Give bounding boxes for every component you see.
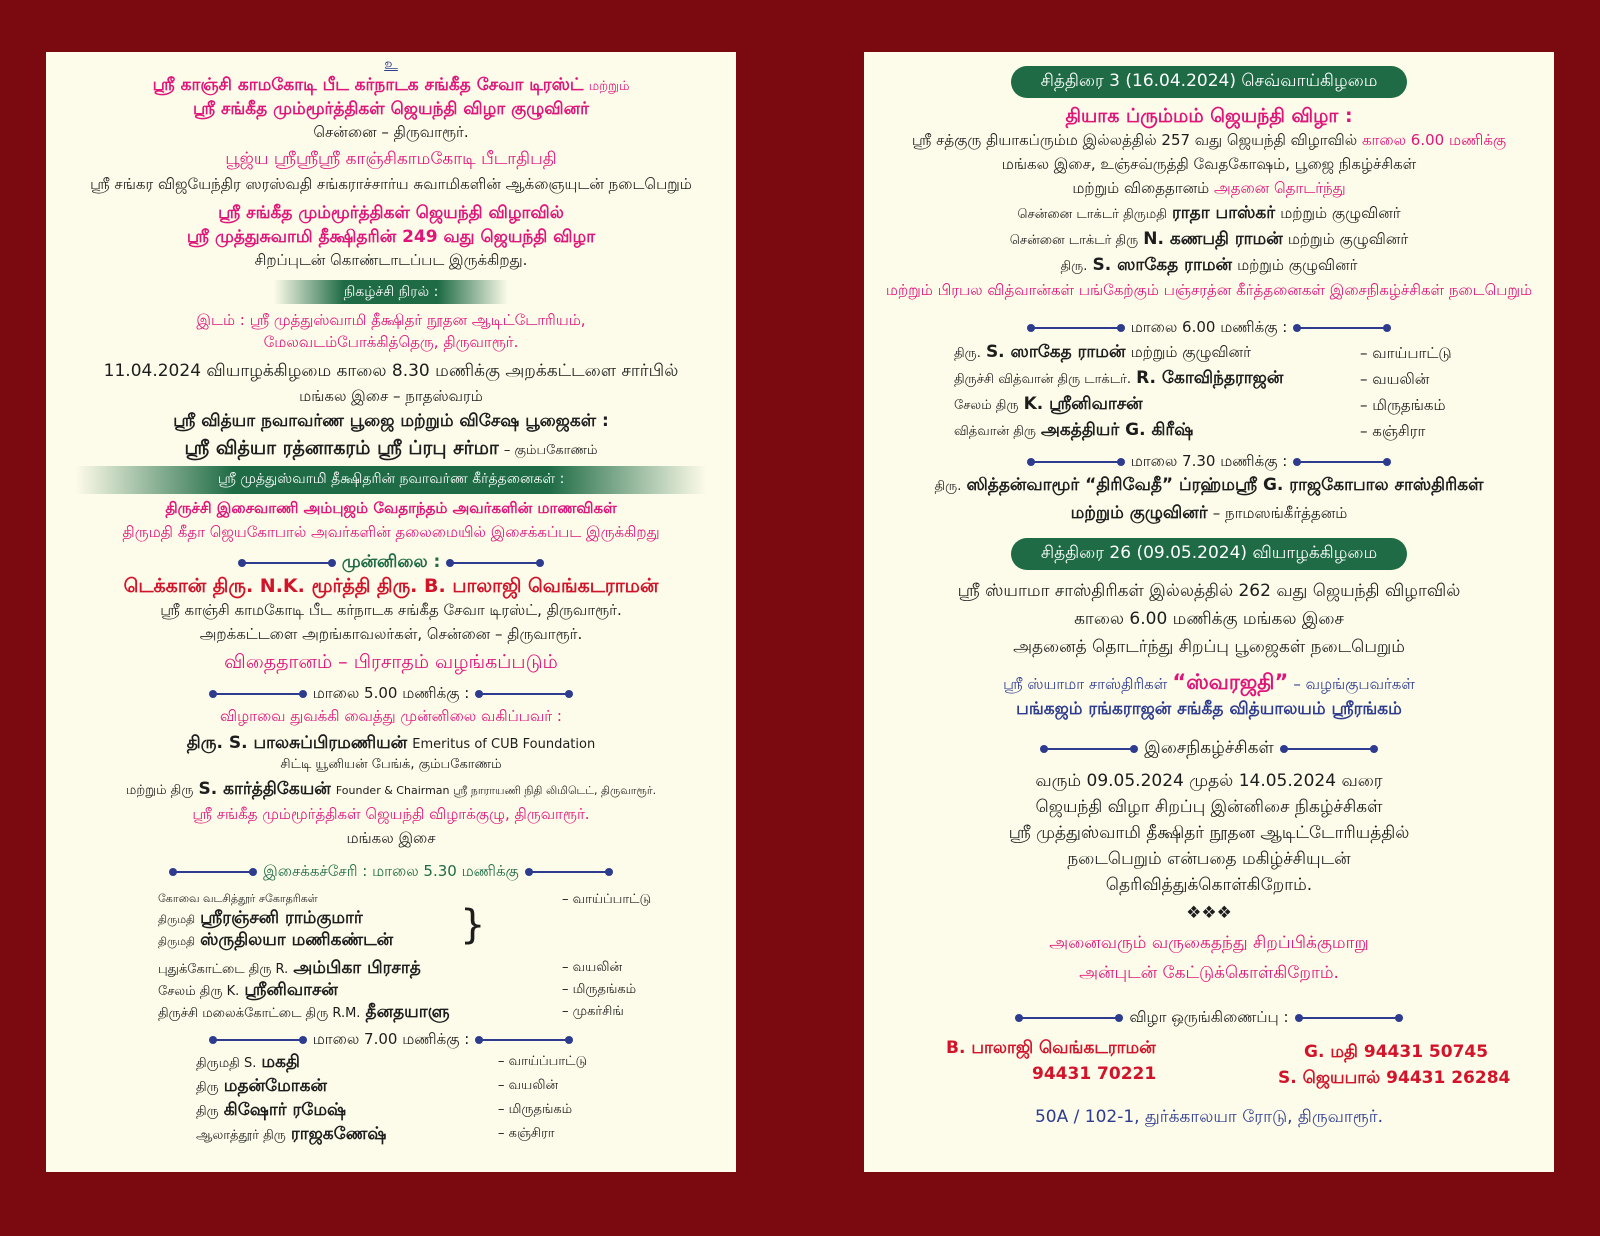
pujya-text: பூஜ்ய ஸ்ரீஸ்ரீஸ்ரீ காஞ்சிகாமகோடி பீடாதிபதி bbox=[225, 149, 557, 169]
sriranjani-line: திருமதி ஸ்ரீரஞ்சனி ராம்குமார் bbox=[158, 908, 363, 928]
thyagaraja-line-2: மங்கல இசை, உஞ்சவ்ருத்தி வேதகோஷம், பூஜை நிகழ்ச்சிகள் bbox=[1001, 155, 1417, 173]
thyagaraja-title: தியாக ப்ரும்மம் ஜெயந்தி விழா : bbox=[1065, 105, 1353, 127]
date-line: 11.04.2024 வியாழக்கிழமை காலை 8.30 மணிக்கு அறக்கட்டளை சார்பில் bbox=[103, 361, 679, 381]
srini-line: சேலம் திரு K. ஸ்ரீனிவாசன் bbox=[158, 980, 338, 1000]
venue-line-2: மேலவடம்போக்கித்தெரு, திருவாரூர். bbox=[263, 333, 519, 351]
coord-separator: விழா ஒருங்கிணைப்பு : bbox=[864, 1008, 1554, 1028]
sruthilaya-line: திருமதி ஸ்ருதிலயா மணிகண்டன் bbox=[158, 930, 394, 950]
kishore-role: – மிருதங்கம் bbox=[498, 1102, 573, 1117]
r4-line: வித்வான் திரு அகத்தியர் G. கிரீஷ் bbox=[954, 420, 1194, 440]
geetha-line: திருமதி கீதா ஜெயகோபால் அவர்களின் தலைமையில் இசைக்கப்பட இருக்கிறது bbox=[122, 523, 660, 541]
puja-line-2: ஸ்ரீ வித்யா ரத்னாகரம் ஸ்ரீ ப்ரபு சர்மா – கும்பகோணம் bbox=[184, 437, 598, 459]
invite-line-1: அனைவரும் வருகைதந்து சிறப்பிக்குமாறு bbox=[1049, 933, 1369, 953]
k2-line: G. மதி 94431 50745 bbox=[1304, 1042, 1489, 1062]
pancharatna-line: மற்றும் பிரபல வித்வான்கள் பங்கேற்கும் பஞ்சரத்ன கீர்த்தனைகள் இசைநிகழ்ச்சிகள் நடைபெறும் bbox=[885, 281, 1533, 299]
dr-radha-line: சென்னை டாக்டர் திருமதி ராதா பாஸ்கர் மற்றும் குழுவினர் bbox=[1017, 203, 1401, 223]
program-header: நிகழ்ச்சி நிரல் : bbox=[46, 280, 736, 304]
r2-line: திருச்சி வித்வான் திரு டாக்டர். R. கோவிந்தராஜன் bbox=[954, 368, 1284, 388]
eve730-separator: மாலை 7.30 மணிக்கு : bbox=[864, 452, 1554, 472]
vidhai-line: விதைதானம் – பிரசாதம் வழங்கப்படும் bbox=[224, 651, 558, 673]
top-mark: உ bbox=[384, 55, 398, 73]
concert-line-5: தெரிவித்துக்கொள்கிறோம். bbox=[1105, 875, 1313, 895]
magathi-line: திருமதி S. மகதி bbox=[196, 1052, 300, 1072]
thyagaraja-line-3: மற்றும் விதைதானம் அதனை தொடர்ந்து bbox=[1072, 179, 1346, 197]
presence-roles: அறக்கட்டளை அறங்காவலர்கள், சென்னை – திருவாரூர். bbox=[199, 625, 583, 643]
brace-mark: } bbox=[460, 902, 486, 948]
kishore-line: திரு கிஷோர் ரமேஷ் bbox=[196, 1100, 347, 1120]
k3-line: S. ஜெயபால் 94431 26284 bbox=[1278, 1068, 1511, 1088]
address-line: 50A / 102-1, துர்க்காலயா ரோடு, திருவாரூர். bbox=[1034, 1107, 1383, 1127]
navavarna-header: ஸ்ரீ முத்துஸ்வாமி தீக்ஷிதரின் நவாவர்ண கீர்த்தனைகள் : bbox=[76, 466, 706, 494]
ambika-line: புதுக்கோட்டை திரு R. அம்பிகா பிரசாத் bbox=[158, 958, 421, 978]
kovai-role: – வாய்ப்பாட்டு bbox=[562, 892, 652, 907]
magathi-role: – வாய்ப்பாட்டு bbox=[498, 1054, 588, 1069]
pankajam-line: பங்கஜம் ரங்கராஜன் சங்கீத வித்யாலயம் ஸ்ரீரங்கம் bbox=[1016, 699, 1402, 719]
s-bala-line: திரு. S. பாலசுப்பிரமணியன் Emeritus of CUB Foundation bbox=[186, 733, 596, 753]
k1-name: B. பாலாஜி வெங்கடராமன் bbox=[946, 1038, 1156, 1058]
k1-phone: 94431 70221 bbox=[1032, 1064, 1157, 1084]
mangala-line: மங்கல இசை – நாதஸ்வரம் bbox=[299, 387, 483, 405]
evening5-separator: மாலை 5.00 மணிக்கு : bbox=[46, 684, 736, 704]
committee-title: ஸ்ரீ சங்கீத மும்மூர்த்திகள் ஜெயந்தி விழா குழுவினர் bbox=[192, 99, 590, 119]
concert-line-4: நடைபெறும் என்பதை மகிழ்ச்சியுடன் bbox=[1067, 849, 1351, 869]
celebrated-text: சிறப்புடன் கொண்டாடப்பட இருக்கிறது. bbox=[254, 251, 528, 269]
place-text: சென்னை – திருவாரூர். bbox=[313, 123, 469, 141]
syama-line-1: ஸ்ரீ ஸ்யாமா சாஸ்திரிகள் இல்லத்தில் 262 வது ஜெயந்தி விழாவில் bbox=[957, 581, 1461, 601]
syama-line-3: அதனைத் தொடர்ந்து சிறப்பு பூஜைகள் நடைபெறும் bbox=[1013, 637, 1405, 657]
kovai-label: கோவை வடசித்தூர் சகோதரிகள் bbox=[158, 892, 318, 905]
madhan-line: திரு மதன்மோகன் bbox=[196, 1076, 328, 1096]
puja-line-1: ஸ்ரீ வித்யா நவாவர்ண பூஜை மற்றும் விசேஷ பூஜைகள் : bbox=[173, 411, 609, 431]
r3-line: சேலம் திரு K. ஸ்ரீனிவாசன் bbox=[954, 394, 1143, 414]
swarajathi-line: ஸ்ரீ ஸ்யாமா சாஸ்திரிகள் “ஸ்வரஜதி” – வழங்குபவர்கள் bbox=[1003, 670, 1415, 694]
presence-trust: ஸ்ரீ காஞ்சி காமகோடி பீட கர்நாடக சங்கீத சேவா டிரஸ்ட், திருவாரூர். bbox=[160, 601, 622, 619]
saketha-line: திரு. S. ஸாகேத ராமன் மற்றும் குழுவினர் bbox=[1060, 255, 1358, 275]
date-pill-1: சித்திரை 3 (16.04.2024) செவ்வாய்கிழமை bbox=[864, 66, 1554, 98]
deena-line: திருச்சி மலைக்கோட்டை திரு R.M. தீனதயாளு bbox=[158, 1002, 450, 1022]
mangala2-line: மங்கல இசை bbox=[346, 829, 436, 847]
concert-line-1: வரும் 09.05.2024 முதல் 14.05.2024 வரை bbox=[1035, 771, 1383, 791]
r4-role: – கஞ்சிரா bbox=[1360, 422, 1426, 440]
city-union-line: சிட்டி யூனியன் பேங்க், கும்பகோணம் bbox=[280, 757, 502, 772]
concert-line-2: ஜெயந்தி விழா சிறப்பு இன்னிசை நிகழ்ச்சிகள் bbox=[1035, 797, 1383, 817]
invite-line-2: அன்புடன் கேட்டுக்கொள்கிறோம். bbox=[1079, 963, 1339, 983]
venue-line-1: இடம் : ஸ்ரீ முத்துஸ்வாமி தீக்ஷிதர் நூதன ஆடிட்டோரியம், bbox=[196, 311, 586, 329]
dr-gana-line: சென்னை டாக்டர் திரு N. கணபதி ராமன் மற்றும் குழுவினர் bbox=[1009, 229, 1409, 249]
committee2-line: ஸ்ரீ சங்கீத மும்மூர்த்திகள் ஜெயந்தி விழாக்குழு, திருவாரூர். bbox=[192, 805, 590, 823]
trust-line: ஸ்ரீ காஞ்சி காமகோடி பீட கர்நாடக சங்கீத சேவா டிரஸ்ட் மற்றும் bbox=[152, 75, 630, 95]
concert-line-3: ஸ்ரீ முத்துஸ்வாமி தீக்ஷிதர் நூதன ஆடிட்டோரியத்தில் bbox=[1008, 823, 1410, 843]
inaugurate-line: விழாவை துவக்கி வைத்து முன்னிலை வகிப்பவர் : bbox=[220, 707, 562, 725]
festival-line-2: ஸ்ரீ முத்துசுவாமி தீக்ஷிதரின் 249 வது ஜெயந்தி விழா bbox=[186, 227, 596, 247]
trichy-line: திருச்சி இசைவாணி அம்புஜம் வேதாந்தம் அவர்களின் மாணவிகள் bbox=[165, 499, 617, 517]
deena-role: – முகர்சிங் bbox=[562, 1004, 624, 1019]
evening7-separator: மாலை 7.00 மணிக்கு : bbox=[46, 1030, 736, 1050]
festival-line-1: ஸ்ரீ சங்கீத மும்மூர்த்திகள் ஜெயந்தி விழாவில் bbox=[218, 203, 564, 223]
r1-role: – வாய்பாட்டு bbox=[1360, 344, 1452, 362]
thyagaraja-line-1: ஸ்ரீ சத்குரு தியாகப்ரும்ம இல்லத்தில் 257 வது ஜெயந்தி விழாவில் காலை 6.00 மணிக்கு bbox=[911, 131, 1507, 149]
right-invitation-panel bbox=[864, 52, 1554, 1172]
siddhan-line-2: மற்றும் குழுவினர் – நாமஸங்கீர்த்தனம் bbox=[1070, 503, 1348, 523]
siddhan-line: திரு. ஸித்தன்வாமூர் “திரிவேதீ” ப்ரஹ்மஸ்ரீ G. ராஜகோபால சாஸ்திரிகள் bbox=[934, 475, 1484, 495]
presence-separator: முன்னிலை : bbox=[46, 552, 736, 574]
concerts-separator: இசைநிகழ்ச்சிகள் bbox=[864, 738, 1554, 760]
r3-role: – மிருதங்கம் bbox=[1360, 396, 1446, 414]
srini-role: – மிருதங்கம் bbox=[562, 982, 637, 997]
r1-line: திரு. S. ஸாகேத ராமன் மற்றும் குழுவினர் bbox=[954, 342, 1251, 362]
left-invitation-panel bbox=[46, 52, 736, 1172]
madhan-role: – வயலின் bbox=[498, 1078, 559, 1093]
concert-separator: இசைக்கச்சேரி : மாலை 5.30 மணிக்கு bbox=[46, 862, 736, 882]
eve6-separator: மாலை 6.00 மணிக்கு : bbox=[864, 318, 1554, 338]
presence-names: டெக்கான் திரு. N.K. மூர்த்தி திரு. B. பாலாஜி வெங்கடராமன் bbox=[123, 575, 659, 597]
ambika-role: – வயலின் bbox=[562, 960, 623, 975]
date-pill-2: சித்திரை 26 (09.05.2024) வியாழக்கிழமை bbox=[864, 538, 1554, 570]
r2-role: – வயலின் bbox=[1360, 370, 1430, 388]
raja-role: – கஞ்சிரா bbox=[498, 1126, 555, 1141]
ornament: ❖❖❖ bbox=[1186, 903, 1232, 923]
raja-line: ஆலாத்தூர் திரு ராஜகணேஷ் bbox=[196, 1124, 387, 1144]
syama-line-2: காலை 6.00 மணிக்கு மங்கல இசை bbox=[1074, 609, 1344, 629]
s-karthi-line: மற்றும் திரு S. கார்த்திகேயன் Founder & Chairman ஸ்ரீ நாராயணி நிதி லிமிடெட், திருவாரூர். bbox=[125, 779, 657, 799]
sankara-text: ஸ்ரீ சங்கர விஜயேந்திர ஸரஸ்வதி சங்கராச்சார்ய சுவாமிகளின் ஆக்ஞையுடன் நடைபெறும் bbox=[90, 175, 692, 193]
